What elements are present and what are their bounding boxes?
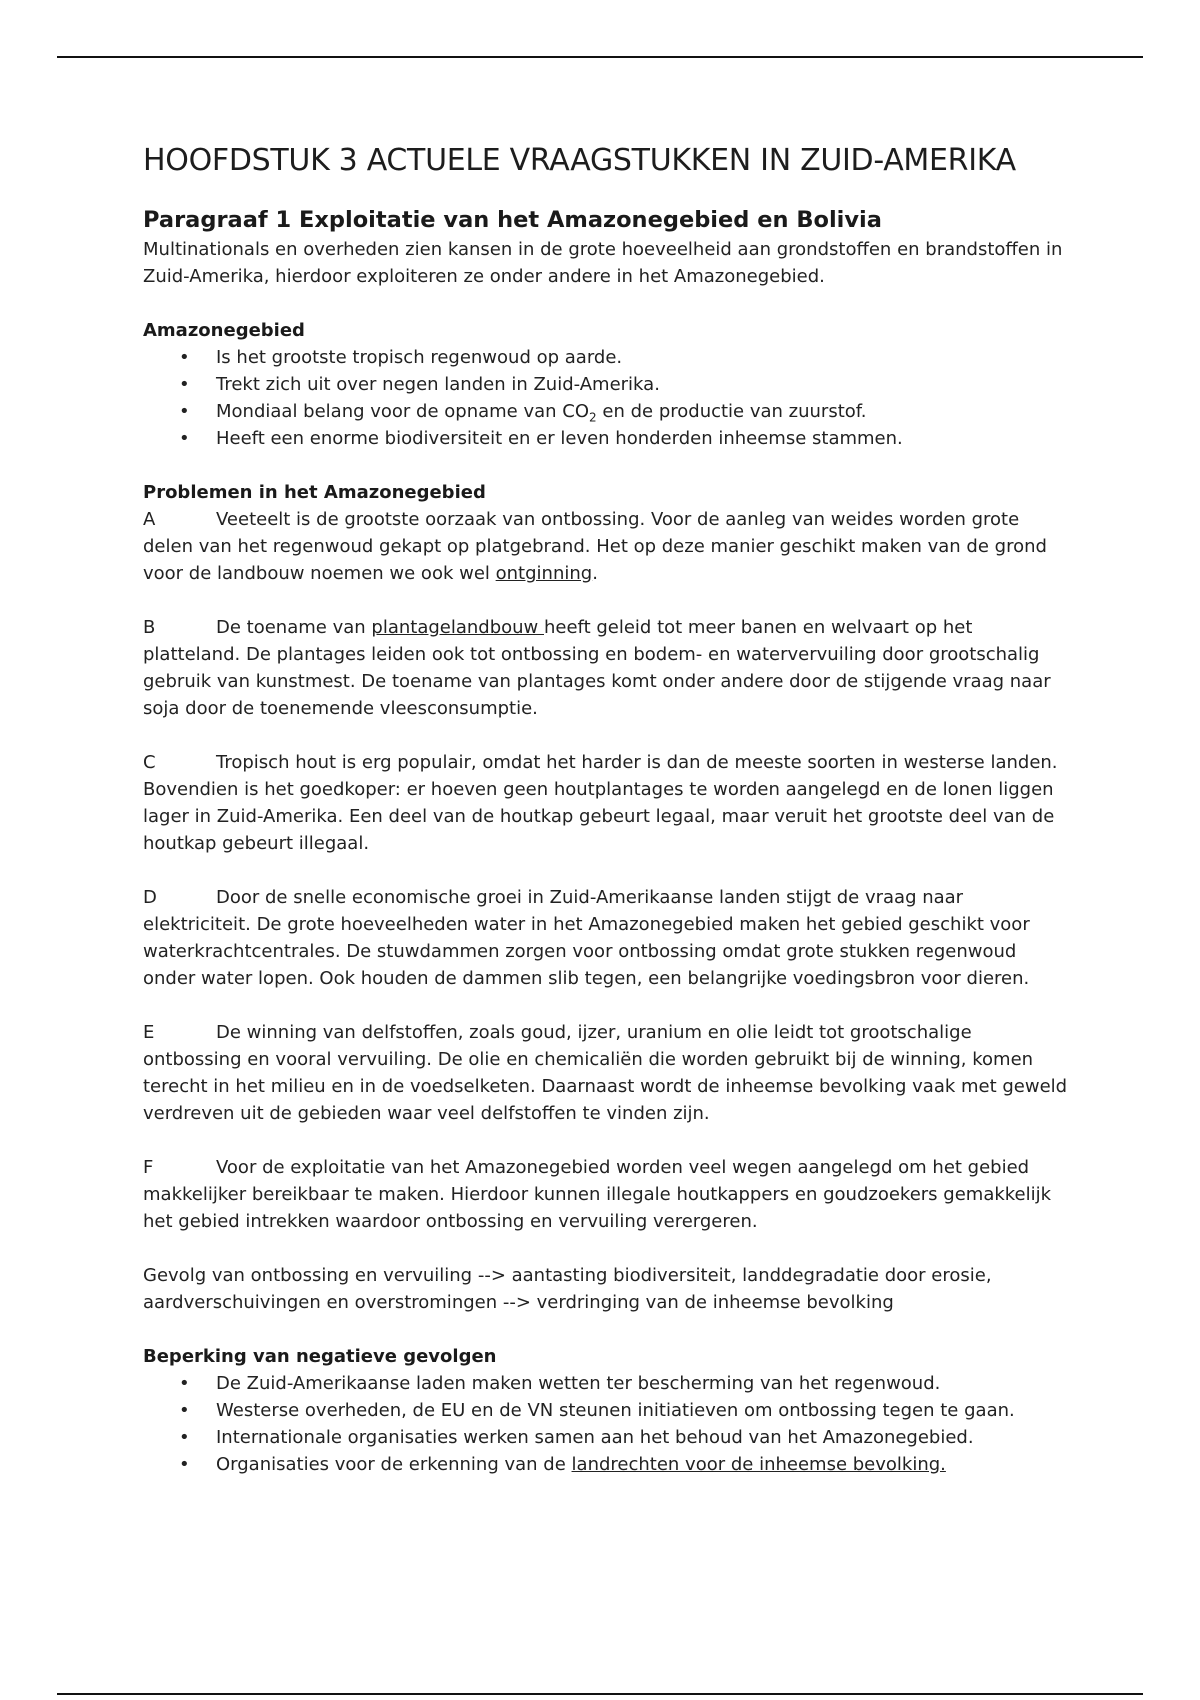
term-ontginning: ontginning [495, 563, 593, 584]
problem-letter: E [143, 1022, 155, 1043]
list-item: • Is het grootste tropisch regenwoud op aarde. [143, 344, 1073, 371]
footer-rule [57, 1693, 1143, 1695]
problem-letter: B [143, 617, 156, 638]
bullet-icon: • [179, 1373, 190, 1394]
list-item: • Mondiaal belang voor de opname van $CO_2$ en de productie van zuurstof. [143, 398, 1073, 425]
section-title: Paragraaf 1 Exploitatie van het Amazonegebied en Bolivia [143, 207, 882, 233]
problem-b: B De toename van plantagelandbouw heeft geleid tot meer banen en welvaart op het platteland. De plantages leiden ook tot ontbossing en bodem- en watervervuiling door grootschalig gebruik van kunstmest. De toename van plantages komt onder andere door de stijgende vraag naar soja door de toenemende vleesconsumptie. [143, 614, 1073, 722]
problem-a: A Veeteelt is de grootste oorzaak van ontbossing. Voor de aanleg van weides worden grote delen van het regenwoud gekapt op platgebrand. Het op deze manier geschikt maken van de grond voor de landbouw noemen we ook wel ontginning. [143, 506, 1073, 587]
bullet-icon: • [179, 374, 190, 395]
limitation-heading: Beperking van negatieve gevolgen [143, 1346, 497, 1367]
problem-c: C Tropisch hout is erg populair, omdat het harder is dan de meeste soorten in westerse landen. Bovendien is het goedkoper: er hoeven geen houtplantages te worden aangelegd en de lonen liggen lager in Zuid-Amerika. Een deel van de houtkap gebeurt legaal, maar veruit het grootste deel van de houtkap gebeurt illegaal. [143, 749, 1073, 857]
problem-d: D Door de snelle economische groei in Zuid-Amerikaanse landen stijgt de vraag naar elektriciteit. De grote hoeveelheden water in het Amazonegebied maken het gebied geschikt voor waterkrachtcentrales. De stuwdammen zorgen voor ontbossing omdat grote stukken regenwoud onder water lopen. Ook houden de dammen slib tegen, een belangrijke voedingsbron voor dieren. [143, 884, 1073, 992]
bullet-icon: • [179, 1427, 190, 1448]
list-item: • Heeft een enorme biodiversiteit en er leven honderden inheemse stammen. [143, 425, 1073, 452]
consequence-paragraph: Gevolg van ontbossing en vervuiling --> aantasting biodiversiteit, landdegradatie door erosie, aardverschuivingen en overstromingen --> verdringing van de inheemse bevolking [143, 1265, 992, 1313]
amazone-heading: Amazonegebied [143, 320, 305, 341]
problem-letter: C [143, 752, 156, 773]
problem-f: F Voor de exploitatie van het Amazonegebied worden veel wegen aangelegd om het gebied makkelijker bereikbaar te maken. Hierdoor kunnen illegale houtkappers en goudzoekers gemakkelijk het gebied intrekken waardoor ontbossing en vervuiling verergeren. [143, 1154, 1073, 1235]
problem-e: E De winning van delfstoffen, zoals goud, ijzer, uranium en olie leidt tot grootschalige ontbossing en vooral vervuiling. De olie en chemicaliën die worden gebruikt bij de winning, komen terecht in het milieu en in de voedselketen. Daarnaast wordt de inheemse bevolking vaak met geweld verdreven uit de gebieden waar veel delfstoffen te vinden zijn. [143, 1019, 1073, 1127]
bullet-icon: • [179, 347, 190, 368]
term-plantagelandbouw: plantagelandbouw [371, 617, 544, 638]
list-item: • De Zuid-Amerikaanse laden maken wetten ter bescherming van het regenwoud. [143, 1370, 1073, 1397]
term-landrechten: landrechten voor de inheemse bevolking. [571, 1454, 946, 1475]
chapter-title: HOOFDSTUK 3 ACTUELE VRAAGSTUKKEN IN ZUID-AMERIKA [143, 143, 1016, 178]
document-body [143, 138, 1073, 1478]
intro-paragraph: Multinationals en overheden zien kansen in de grote hoeveelheid aan grondstoffen en brandstoffen in Zuid-Amerika, hierdoor exploiteren ze onder andere in het Amazonegebied. [143, 239, 1063, 287]
bullet-icon: • [179, 1400, 190, 1421]
bullet-icon: • [179, 401, 190, 422]
header-rule [57, 56, 1143, 58]
list-item: • Internationale organisaties werken samen aan het behoud van het Amazonegebied. [143, 1424, 1073, 1451]
problem-letter: F [143, 1157, 154, 1178]
problem-letter: D [143, 887, 157, 908]
limitation-list [143, 1370, 1073, 1478]
list-item: • Westerse overheden, de EU en de VN steunen initiatieven om ontbossing tegen te gaan. [143, 1397, 1073, 1424]
list-item: • Trekt zich uit over negen landen in Zuid-Amerika. [143, 371, 1073, 398]
list-item: • Organisaties voor de erkenning van de landrechten voor de inheemse bevolking. [143, 1451, 1073, 1478]
bullet-icon: • [179, 428, 190, 449]
amazone-list [143, 344, 1073, 452]
problems-heading: Problemen in het Amazonegebied [143, 482, 486, 503]
problem-letter: A [143, 509, 156, 530]
bullet-icon: • [179, 1454, 190, 1475]
